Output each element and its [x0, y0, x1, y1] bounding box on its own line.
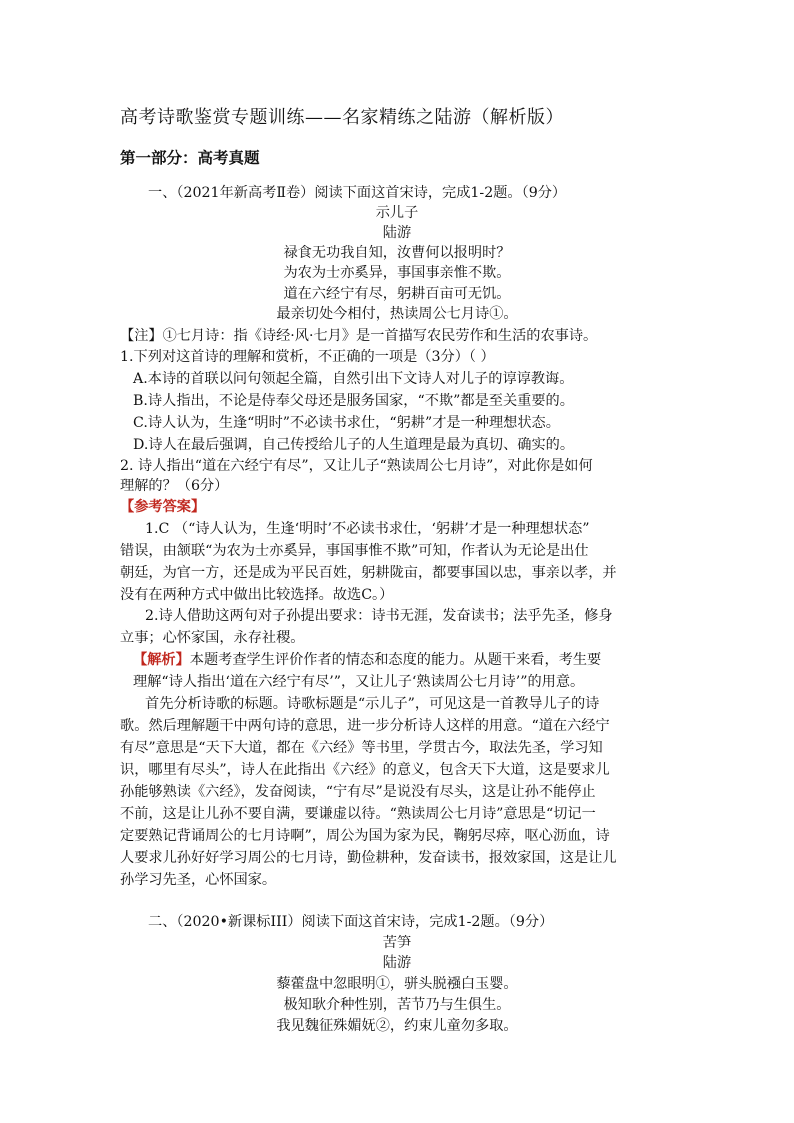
answer1-line: 1.C （“诗人认为，生逢‘明时’不必读书求仕，‘躬耕’才是一种理想状态” — [145, 521, 590, 537]
analysis-line: 孙学习先圣，心怀国家。 — [120, 872, 277, 888]
analysis-first-line — [133, 650, 601, 670]
answer1-line: 朝廷，为官一方，还是成为平民百姓，躬耕陇亩，都要事国以忠，事亲以孝，并 — [120, 565, 617, 581]
q2-poem-line: 我见魏征殊媚妩②，约束儿童勿多取。 — [276, 1018, 518, 1034]
answer1-line: 错误，由颔联“为农为士亦奚异，事国事惟不欺”可知，作者认为无论是出仕 — [120, 543, 589, 559]
answer2-line: 立事；心怀家国，永存社稷。 — [120, 630, 305, 646]
q1-option-b: B.诗人指出，不论是侍奉父母还是服务国家，“不欺”都是至关重要的。 — [133, 393, 574, 409]
analysis-line: 理解“诗人指出‘道在六经宁有尽’”，又让儿子‘熟读周公七月诗’”的用意。 — [133, 674, 585, 690]
analysis-text: 本题考查学生评价作者的情态和态度的能力。从题干来看，考生要 — [189, 652, 602, 668]
analysis-label: 【解析】 — [133, 652, 190, 668]
answer1-line: 没有在两种方式中做出比较选择。故选C。） — [120, 587, 394, 603]
q1-question2: 2. 诗人指出“道在六经宁有尽”，又让儿子“熟读周公七月诗”，对此你是如何 — [120, 458, 593, 474]
answer2-line: 2.诗人借助这两句对子孙提出要求：诗书无涯，发奋读书；法乎先圣，修身 — [145, 608, 613, 624]
q1-poem-line: 禄食无功我自知，汝曹何以报明时？ — [283, 245, 511, 261]
analysis-line: 孙能够熟读《六经》，发奋阅读，“宁有尽”是说没有尽头，这是让孙不能停止 — [120, 784, 596, 800]
answer-label: 【参考答案】 — [120, 499, 206, 515]
analysis-line: 不前，这是让儿孙不要自满，要谦虚以待。“熟读周公七月诗”意思是“切记一 — [120, 806, 596, 822]
analysis-line: 有尽”意思是“天下大道，都在《六经》等书里，学贯古今，取法先圣，学习知 — [120, 740, 603, 756]
q1-option-a: A.本诗的首联以问句领起全篇，自然引出下文诗人对儿子的谆谆教诲。 — [133, 371, 574, 387]
q1-poem-line: 为农为士亦奚异，事国事亲惟不欺。 — [283, 265, 511, 281]
q2-poem-line: 极知耿介种性别，苦节乃与生俱生。 — [283, 997, 511, 1013]
q1-poem-line: 道在六经宁有尽，躬耕百亩可无饥。 — [283, 286, 511, 302]
q2-poem-author: 陆游 — [382, 955, 412, 971]
q2-poem-title: 苦笋 — [382, 935, 412, 951]
q1-question1: 1.下列对这首诗的理解和赏析，不正确的一项是（3分）（ ） — [120, 349, 495, 365]
analysis-line: 识，哪里有尽头”，诗人在此指出《六经》的意义，包含天下大道，这是要求儿 — [120, 762, 610, 778]
document-title: 高考诗歌鉴赏专题训练——名家精练之陆游（解析版） — [120, 107, 564, 128]
analysis-line: 歌。然后理解题干中两句诗的意思，进一步分析诗人这样的用意。“道在六经宁 — [120, 718, 610, 734]
analysis-line: 定要熟记背诵周公的七月诗啊”，周公为国为家为民，鞠躬尽瘁，呕心沥血，诗 — [120, 828, 610, 844]
q1-poem-author: 陆游 — [382, 225, 412, 241]
q2-poem-line: 藜藿盘中忽眼明①，骈头脱襁白玉婴。 — [276, 976, 518, 992]
analysis-line: 首先分析诗歌的标题。诗歌标题是“示儿子”，可见这是一首教导儿子的诗 — [145, 696, 600, 712]
q1-poem-title: 示儿子 — [375, 205, 419, 221]
q1-poem-line: 最亲切处今相付，热读周公七月诗①。 — [276, 306, 518, 322]
q1-option-d: D.诗人在最后强调，自己传授给儿子的人生道理是最为真切、确实的。 — [133, 437, 575, 453]
q1-note: 【注】①七月诗：指《诗经·风·七月》是一首描写农民劳作和生活的农事诗。 — [120, 328, 598, 344]
analysis-line: 人要求儿孙好好学习周公的七月诗，勤俭耕种，发奋读书，报效家国，这是让儿 — [120, 850, 617, 866]
q2-intro: 二、（2020•新课标III）阅读下面这首宋诗，完成1-2题。（9分） — [148, 914, 554, 930]
q1-intro: 一、（2021年新高考Ⅱ卷）阅读下面这首宋诗，完成1-2题。（9分） — [148, 185, 567, 201]
part1-heading: 第一部分：高考真题 — [120, 148, 260, 167]
q1-option-c: C.诗人认为，生逢“明时”不必读书求仕，“躬耕”才是一种理想状态。 — [133, 415, 560, 431]
q1-question2-cont: 理解的？（6分） — [120, 478, 229, 494]
